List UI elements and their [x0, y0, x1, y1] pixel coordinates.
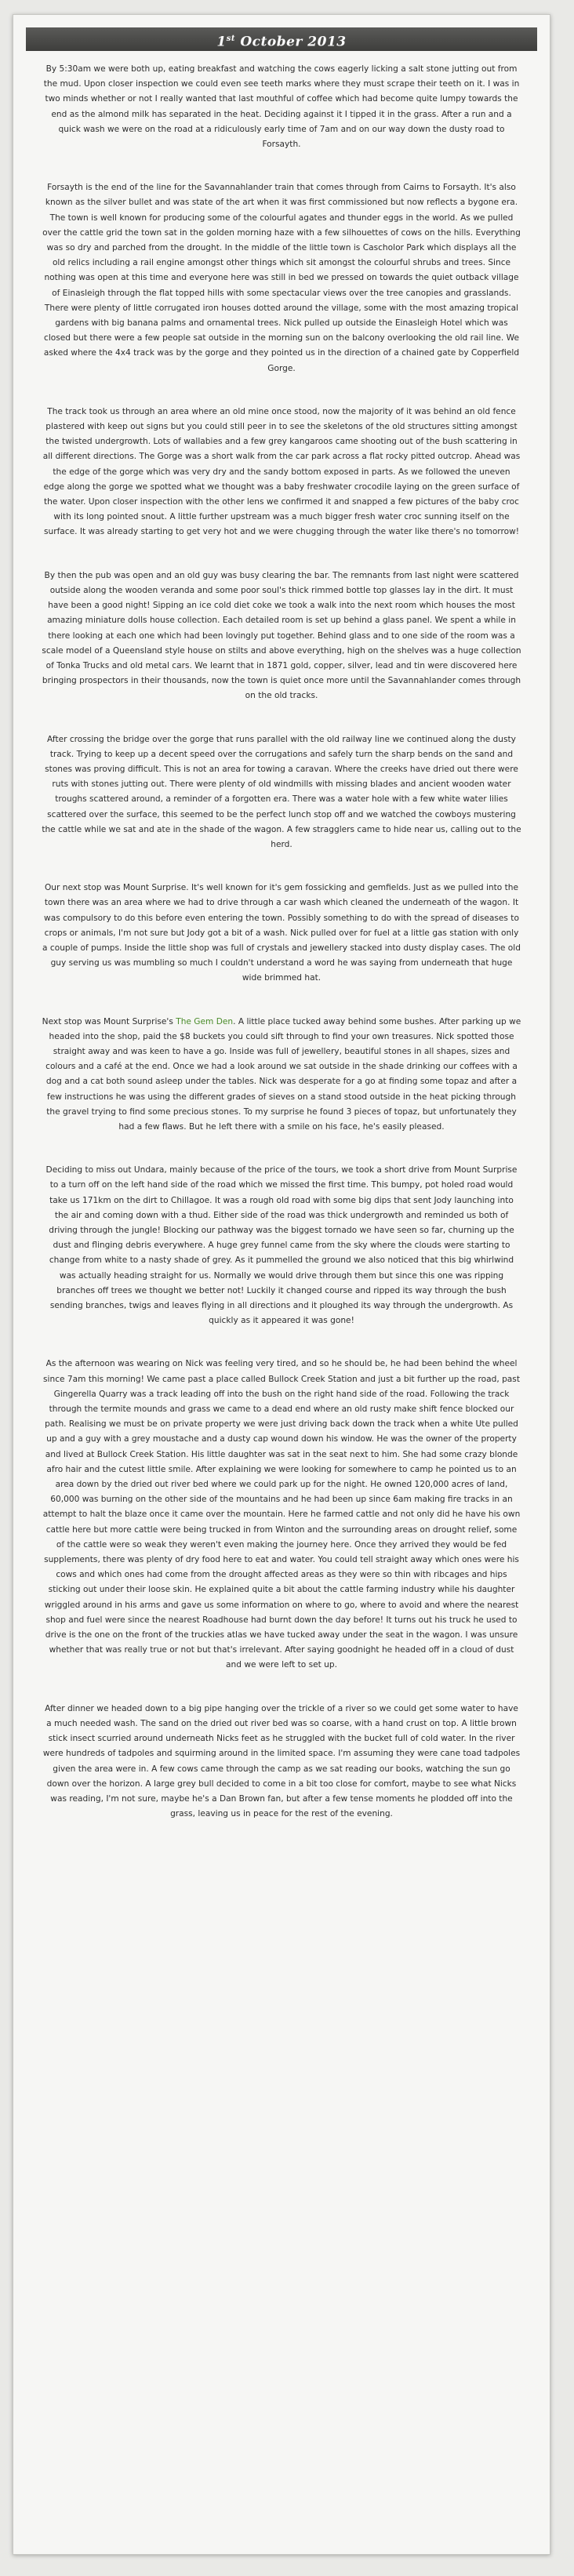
paragraph-tornado: Deciding to miss out Undara, mainly because of the price of the tours, we took a short drive from Mount Surprise to a turn off on the left hand side of the road which we missed the first time. This bumpy, pot holed road would take us 171km on the dirt to Chillagoe. It was a rough old road with some big dips that sent Jody launching into the air and coming down with a thud. Either side of the road was thick undergrowth and reminded us both of driving through the jungle! Blocking our pathway was the biggest tornado we have seen so far, churning up the dust and flinging debris everywhere. A huge grey funnel came from the sky where the clouds were starting to change from white to a nasty shade of grey. As it pummelled the ground we also noticed that this big whirlwind was actually heading straight for us. Normally we would drive through them but since this one was ripping branches off trees we thought we better not! Luckily it changed course and ripped its way through the bush sending branches, twigs and leaves flying in all directions and it ploughed its way through the undergrowth. As quickly as it appeared it was gone!	[45, 1165, 518, 1326]
journal-body	[13, 51, 550, 1822]
paragraph-gorge: The track took us through an area where an old mine once stood, now the majority of it was behind an old fence plastered with keep out signs but you could still peer in to see the skeletons of the old structures sitting amongst the twisted undergrowth. Lots of wallabies and a few grey kangaroos came shooting out of the bush scattering in all different directions. The Gorge was a short walk from the car park across a flat rocky pitted outcrop. Ahead was the edge of the gorge which was very dry and the sandy bottom exposed in parts. As we followed the uneven edge along the gorge we spotted what we thought was a baby freshwater crocodile laying on the green surface of the water. Upon closer inspection with the other lens we confirmed it and snapped a few pictures of the baby croc with its long pointed snout. A little further upstream was a much bigger fresh water croc sunning itself on the surface. It was already starting to get very hot and we were chugging through the water like there's no tomorrow!	[42, 406, 521, 537]
title-day: 1	[216, 34, 227, 50]
paragraph-bullock-creek: As the afternoon was wearing on Nick was feeling very tired, and so he should be, he had been behind the wheel since 7am this morning! We came past a place called Bullock Creek Station and just a bit further up the road, past Gingerella Quarry was a track leading off into the bush on the right hand side of the road. Following the track through the termite mounds and grass we came to a dead end where an old rusty make shift fence blocked our path. Realising we must be on private property we were just driving back down the track when a white Ute pulled up and a guy with a grey moustache and a dusty cap wound down his window. He was the owner of the property and lived at Bullock Creek Station. His little daughter was sat in the seat next to him. She had some crazy blonde afro hair and the cutest little smile. After explaining we were looking for somewhere to camp he pointed us to an area down by the dried out river bed where we could park up for the night. He owned 120,000 acres of land, 60,000 was burning on the other side of the mountains and he had been up since 6am making fire tracks in an attempt to halt the blaze once it came over the mountain. Here he farmed cattle and not only did he have his own cattle here but more cattle were being trucked in from Winton and the surrounding areas on drought relief, some of the cattle were so weak they weren't even making the journey here. Once they arrived they would be fed supplements, there was plenty of dry food here to eat and water. You could tell straight away which ones were his cows and which ones had come from the drought affected areas as they were so thin with ribcages and hips sticking out under their loose skin. He explained quite a bit about the cattle farming industry while his daughter wriggled around in his arms and gave us some information on where to go, where to avoid and where the nearest shop and fuel were since the nearest Roadhouse had burnt down the day before! It turns out his truck he used to drive is the one on the front of the truckies atlas we have tucked away under the seat in the wagon. I was unsure whether that was really true or not but that's irrelevant. After saying goodnight he headed off in a cloud of dust and we were left to set up.	[42, 1359, 521, 1670]
paragraph-forsayth: Forsayth is the end of the line for the Savannahlander train that comes through from Cairns to Forsayth. It's also known as the silver bullet and was state of the art when it was first commissioned but now reflects a bygone era. The town is well known for producing some of the colourful agates and thunder eggs in the world. As we pulled over the cattle grid the town sat in the golden morning haze with a few silhouettes of cows on the hills. Everything was so dry and parched from the drought. In the middle of the little town is Cascholor Park which displays all the old relics including a rail engine amongst other things which sit amongst the colourful shrubs and trees. Since nothing was open at this time and everyone here was still in bed we pressed on towards the quiet outback village of Einasleigh through the flat topped hills with some spectacular views over the tree canopies and grasslands. There were plenty of little corrugated iron houses dotted around the village, some with the most amazing tropical gardens with big banana palms and ornamental trees. Nick pulled up outside the Einasleigh Hotel which was closed but there were a few people sat outside in the morning sun on the balcony overlooking the old rail line. We asked where the 4x4 track was by the gorge and they pointed us in the direction of a chained gate by Copperfield Gorge.	[42, 183, 521, 373]
title-ordinal: st	[226, 35, 235, 43]
paragraph-pub: By then the pub was open and an old guy was busy clearing the bar. The remnants from last night were scattered outside along the wooden veranda and some poor soul's thick rimmed bottle top glasses lay in the dirt. It must have been a good night! Sipping an ice cold diet coke we took a walk into the next room which houses the most amazing miniature dolls house collection. Each detailed room is set up behind a glass panel. We spent a while in there looking at each one which had been lovingly put together. Behind glass and to one side of the room was a scale model of a Queensland style house on stilts and above everything, high on the shelves was a huge collection of Tonka Trucks and old metal cars. We learnt that in 1871 gold, copper, silver, lead and tin were discovered here bringing prospectors in their thousands, now the town is quiet once more until the Savannahlander comes through on the old tracks.	[42, 570, 521, 701]
gem-den-text-after: . A little place tucked away behind some bushes. After parking up we headed into the shop, paid the $8 buckets you could sift through to find your own treasures. Nick spotted those straight away and was keen to have a go. Inside was full of jewellery, beautiful stones in all shapes, sizes and colours and a café at the end. Once we had a look around we sat outside in the shade drinking our coffees with a dog and a cat both sound asleep under the tables. Nick was desperate for a go at finding some topaz and after a few instructions he was using the different grades of sieves on a stand stood outside in the heat picking through the gravel trying to find some precious stones. To my surprise he found 3 pieces of topaz, but unfortunately they had a few flaws. But he left there with a smile on his face, he's easily pleased.	[45, 1016, 521, 1132]
paragraph-mount-surprise: Our next stop was Mount Surprise. It's well known for it's gem fossicking and gemfields. Just as we pulled into the town there was an area where we had to drive through a car wash which cleaned the underneath of the wagon. It was compulsory to do this before even entering the town. Possibly something to do with the spread of diseases to crops or animals, I'm not sure but Jody got a bit of a wash. Nick pulled over for fuel at a little gas station with only a couple of pumps. Inside the little shop was full of crystals and jewellery stacked into dusty display cases. The old guy serving us was mumbling so much I couldn't understand a word he was saying from underneath that huge wide brimmed hat.	[42, 883, 521, 983]
paragraph-dusty-track: After crossing the bridge over the gorge that runs parallel with the old railway line we continued along the dusty track. Trying to keep up a decent speed over the corrugations and safely turn the sharp bends on the sand and stones was proving difficult. This is not an area for towing a caravan. Where the creeks have dried out there were ruts with stones jutting out. There were plenty of old windmills with missing blades and ancient wooden water troughs scattered around, a reminder of a forgotten era. There was a water hole with a few white water lilies scattered over the surface, this seemed to be the perfect lunch stop off and we watched the cowboys mustering the cattle while we sat and ate in the shade of the wagon. A few stragglers came to hide near us, calling out to the herd.	[42, 734, 521, 849]
journal-page	[13, 14, 550, 2555]
paragraph-breakfast: By 5:30am we were both up, eating breakfast and watching the cows eagerly licking a salt stone jutting out from the mud. Upon closer inspection we could even see teeth marks where they must scrape their teeth on it. I was in two minds whether or not I really wanted that last mouthful of coffee which had become quite lumpy towards the end as the almond milk has separated in the heat. Deciding against it I tipped it in the grass. After a run and a quick wash we were on the road at a ridiculously early time of 7am and on our way down the dusty road to Forsayth.	[43, 64, 520, 150]
paragraph-evening: After dinner we headed down to a big pipe hanging over the trickle of a river so we could get some water to have a much needed wash. The sand on the dried out river bed was so coarse, with a hand crust on top. A little brown stick insect scurried around underneath Nicks feet as he struggled with the bucket full of cold water. In the river were hundreds of tadpoles and squirming around in the limited space. I'm assuming they were cane toad tadpoles given the area were in. A few cows came through the camp as we sat reading our books, watching the sun go down over the horizon. A large grey bull decided to come in a bit too close for comfort, maybe to see what Nicks was reading, I'm not sure, maybe he's a Dan Brown fan, but after a few tense moments he plodded off into the grass, leaving us in peace for the rest of the evening.	[42, 1703, 521, 1819]
gem-den-link[interactable]: The Gem Den	[176, 1016, 234, 1026]
paragraph-gem-den	[42, 1015, 521, 1135]
title-month-year: October 2013	[240, 34, 347, 50]
gem-den-text-before: Next stop was Mount Surprise's	[42, 1016, 176, 1026]
page-title	[26, 27, 537, 51]
